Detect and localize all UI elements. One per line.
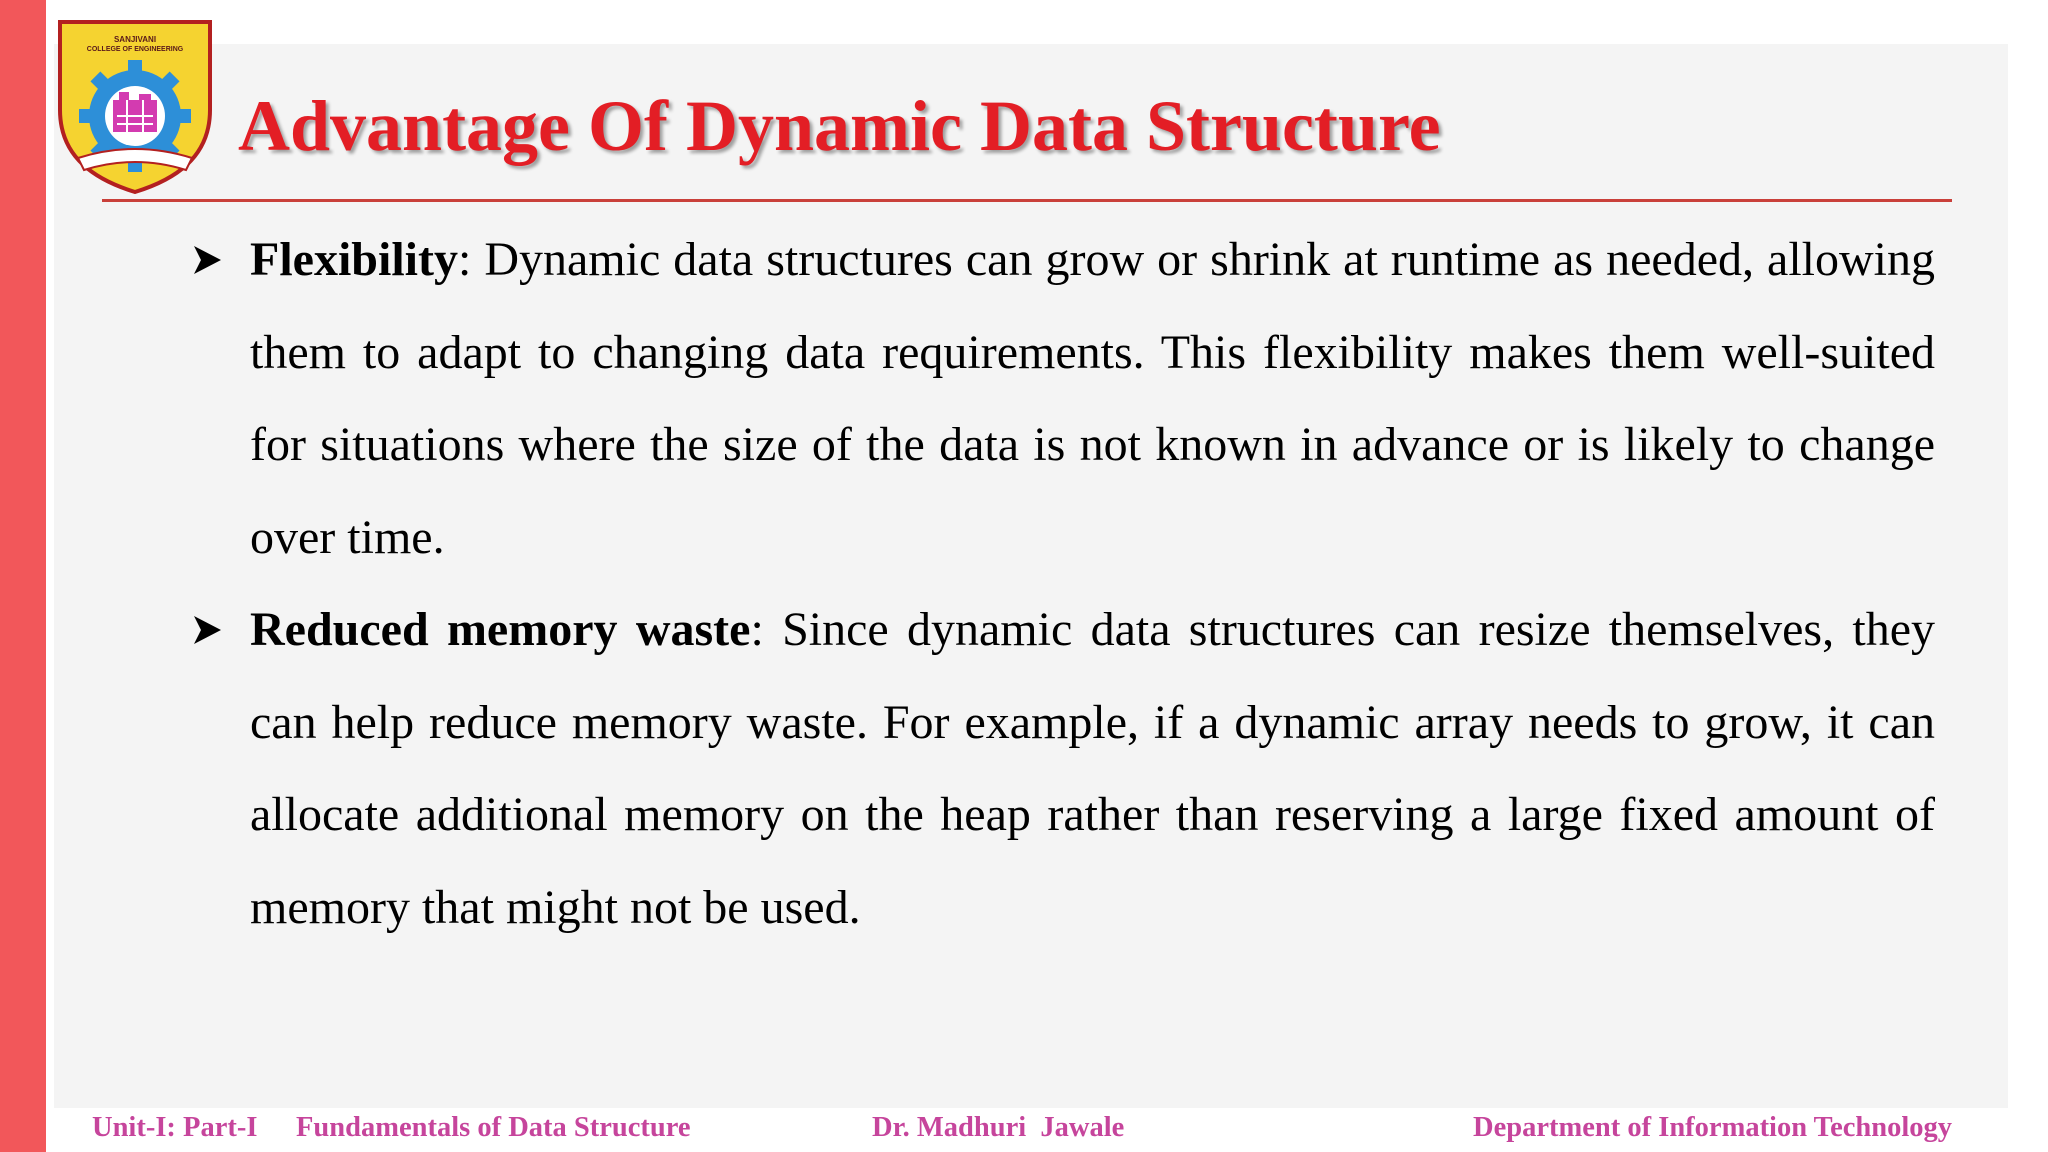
slide-title: Advantage Of Dynamic Data Structure xyxy=(238,86,1441,166)
bullet-term: Flexibility xyxy=(250,233,458,286)
bullet-item-reduced-memory-waste xyxy=(190,584,1935,954)
bullet-text: : Since dynamic data structures can resize themselves, they can help reduce memory waste. For example, if a dynamic array needs to grow, it can allocate additional memory on the heap rather than reserving a large fixed amount of memory that might not be used. xyxy=(250,603,1935,934)
left-accent-bar xyxy=(0,0,46,1152)
title-underline xyxy=(102,199,1952,202)
bullet-list xyxy=(190,214,1935,954)
arrow-bullet-icon xyxy=(190,214,230,307)
bullet-term: Reduced memory waste xyxy=(250,603,751,656)
college-name-line2: COLLEGE OF ENGINEERING xyxy=(86,46,184,53)
arrow-bullet-icon xyxy=(190,584,230,677)
slide-footer xyxy=(92,1108,1952,1148)
bullet-item-flexibility xyxy=(190,214,1935,584)
footer-author: Dr. Madhuri Jawale xyxy=(872,1112,1125,1143)
footer-department: Department of Information Technology xyxy=(1473,1112,1952,1143)
college-logo xyxy=(54,18,216,194)
footer-subject: Fundamentals of Data Structure xyxy=(296,1112,691,1143)
college-logo-icon xyxy=(54,18,216,194)
bullet-text: : Dynamic data structures can grow or shrink at runtime as needed, allowing them to adapt to changing data requirements. This flexibility makes them well-suited for situations where the size of the data is not known in advance or is likely to change over time. xyxy=(250,233,1935,564)
footer-unit: Unit-I: Part-I xyxy=(92,1112,258,1143)
college-name-line1: SANJIVANI xyxy=(113,35,157,44)
